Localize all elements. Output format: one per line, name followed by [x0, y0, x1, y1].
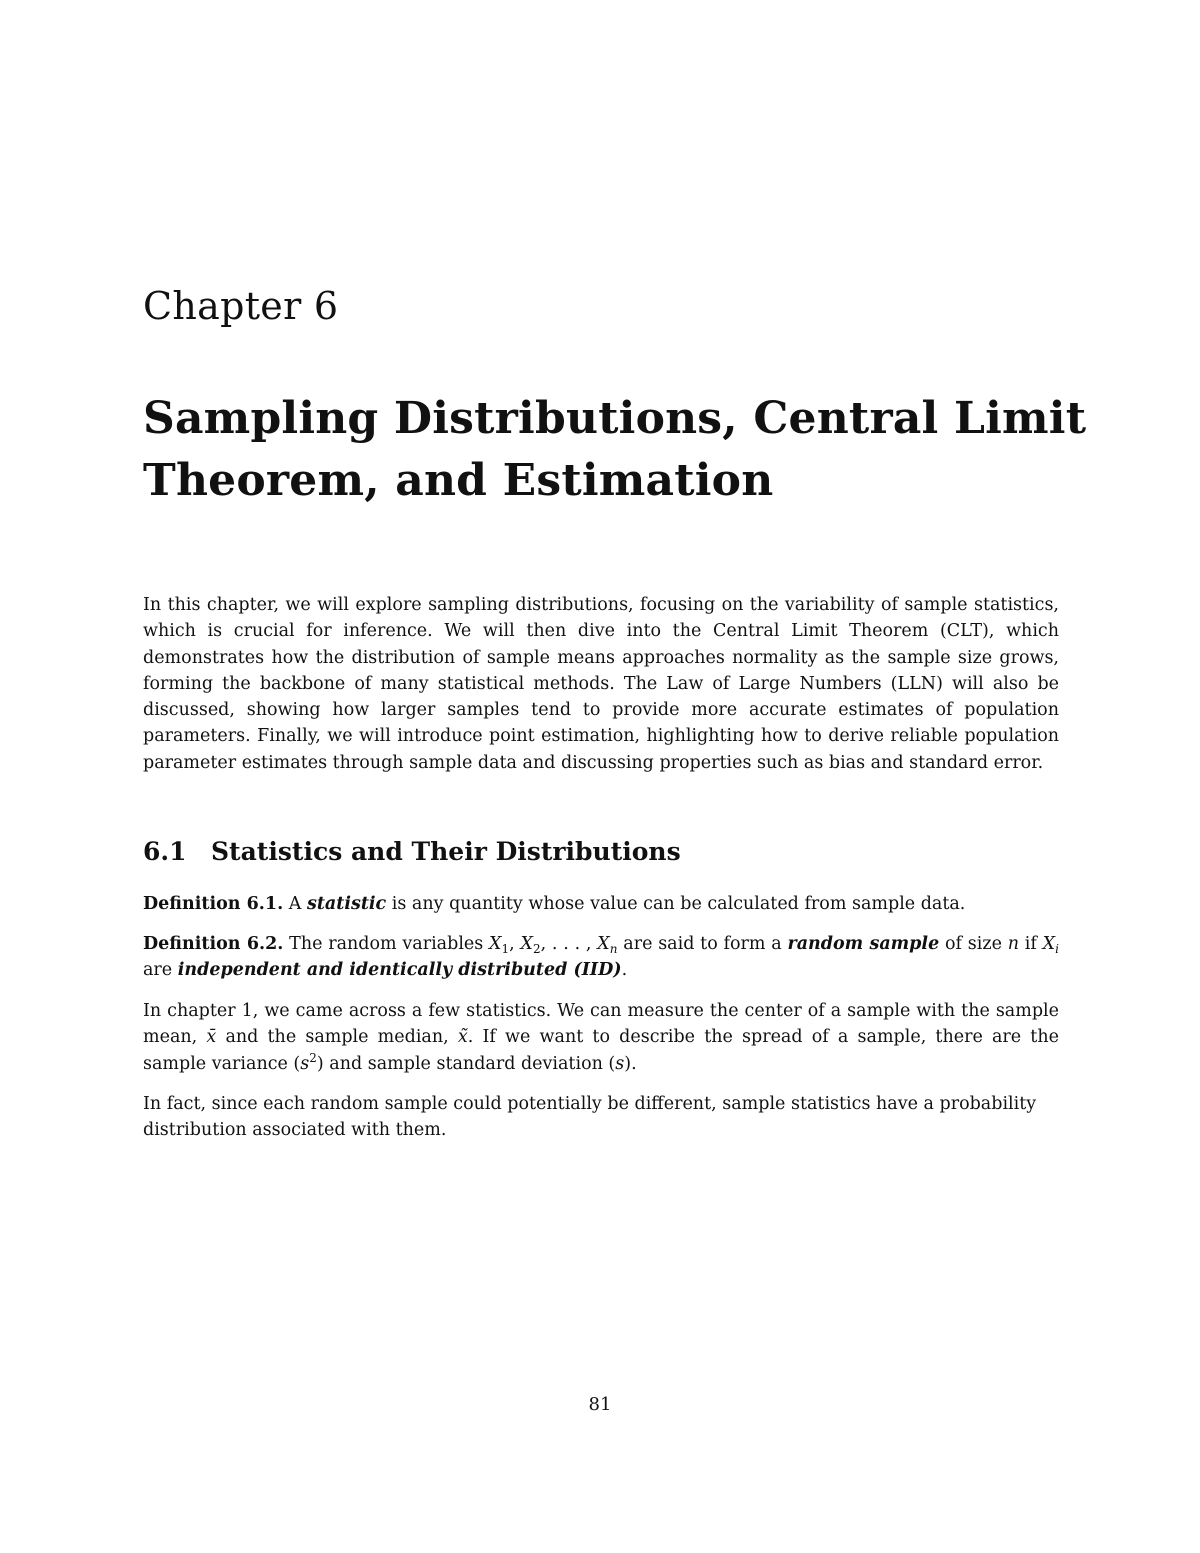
definition-text: are [143, 960, 173, 981]
math-superscript: 2 [309, 1050, 317, 1065]
defined-term-iid: independent and identically distributed (IID) [177, 960, 622, 981]
chapter-intro-paragraph: In this chapter, we will explore sampling distributions, focusing on the variability of sample statistics, which is crucial for inference. We will then dive into the Central Limit Theorem (CLT), which demonstrates how the distribution of sample means approaches normality as the sample size grows, forming the backbone of many statistical methods. The Law of Large Numbers (LLN) will also be discussed, showing how larger samples tend to provide more accurate estimates of population parameters. Finally, we will introduce point estimation, highlighting how to derive reliable population parameter estimates through sample data and discussing properties such as bias and standard error. [143, 595, 1059, 773]
math-variable: X [520, 934, 533, 954]
math-subscript: 1 [501, 942, 510, 956]
math-sample-median: x̃ [457, 1027, 468, 1048]
chapter-label: Chapter 6 [143, 284, 339, 328]
chapter-title-line-2: Theorem, and Estimation [143, 455, 774, 506]
section-title: Statistics and Their Distributions [211, 837, 681, 866]
math-subscript: 2 [532, 942, 541, 956]
math-variable: s [615, 1053, 625, 1074]
defined-term-random-sample: random sample [787, 934, 940, 954]
defined-term-statistic: statistic [306, 894, 387, 914]
math-ellipsis: , . . . , [540, 934, 592, 954]
definition-label: Definition 6.2. [143, 934, 284, 954]
section-number: 6.1 [143, 837, 187, 866]
math-variable: n [1007, 934, 1019, 954]
definition-label: Definition 6.1. [143, 894, 284, 914]
body-text: ) and sample standard deviation ( [316, 1053, 616, 1074]
definition-6-1 [143, 891, 1059, 917]
chapter-title-line-1: Sampling Distributions, Central Limit [143, 393, 1087, 444]
page-number: 81 [588, 1394, 612, 1415]
definition-text: are said to form a [623, 934, 782, 954]
definition-text: A [288, 894, 302, 914]
body-text: ). [624, 1053, 637, 1074]
body-paragraph-distribution: In fact, since each random sample could potentially be different, sample statistics have a probability distribution associated with them. [143, 1094, 1037, 1141]
body-text: . If we want to describe the spread of a sample, there are the sample variance ( [143, 1027, 1059, 1074]
definition-text: is any quantity whose value can be calculated from sample data. [391, 894, 966, 914]
definition-text: if [1024, 934, 1037, 954]
math-variable: X [489, 934, 502, 954]
math-variable: s [300, 1053, 310, 1074]
math-variable: X [1042, 934, 1056, 954]
chapter-title [143, 388, 1103, 512]
body-text: In chapter 1, we came across a few statistics. We can measure the center of a sample with the sample mean, [143, 1001, 1059, 1048]
definition-text: The random variables [289, 934, 484, 954]
definition-text: of size [944, 934, 1002, 954]
math-subscript: n [609, 942, 618, 956]
math-sample-mean: x̄ [206, 1027, 217, 1048]
math-variable: X [597, 934, 610, 954]
body-text: and the sample median, [225, 1027, 449, 1048]
math-subscript: i [1055, 942, 1059, 956]
body-paragraph-statistics [143, 998, 1059, 1077]
section-heading [143, 837, 681, 866]
definition-6-2: Definition 6.2. The random variables $X_1$, $X_2$, . . . , $X_n$ are said to form a random sample of size n if $X_i$ are independent and identically distributed (IID). [143, 934, 1059, 981]
